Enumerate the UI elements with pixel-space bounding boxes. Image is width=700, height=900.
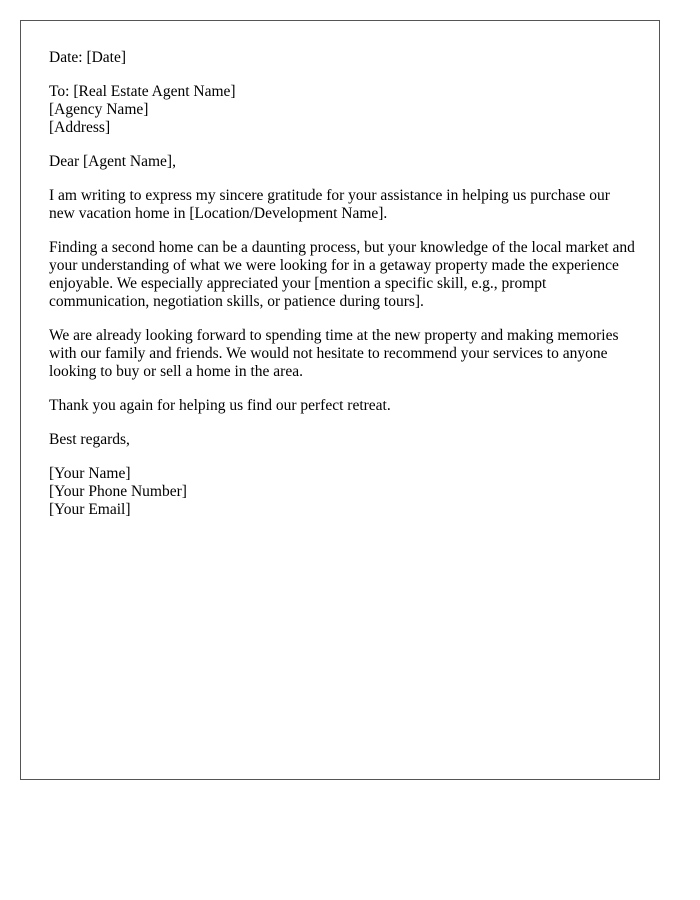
letter-page: [20, 20, 660, 780]
signature-block: [49, 465, 639, 519]
recipient-name: To: [Real Estate Agent Name]: [49, 83, 236, 100]
signature-name: [Your Name]: [49, 465, 131, 482]
recipient-block: [49, 83, 639, 137]
letter-date: Date: [Date]: [49, 49, 127, 66]
body-paragraph-4: Thank you again for helping us find our perfect retreat.: [49, 397, 391, 414]
closing: Best regards,: [49, 431, 130, 448]
signature-email: [Your Email]: [49, 501, 131, 518]
recipient-agency: [Agency Name]: [49, 101, 149, 118]
body-paragraph-2: Finding a second home can be a daunting process, but your knowledge of the local market and your understanding of what we were looking for in a getaway property made the experience enjoyable. We especially appreciated your [mention a specific skill, e.g., prompt communication, negotiation skills, or patience during tours].: [49, 239, 635, 310]
recipient-address: [Address]: [49, 119, 111, 136]
body-paragraph-3: We are already looking forward to spending time at the new property and making memories with our family and friends. We would not hesitate to recommend your services to anyone looking to buy or sell a home in the area.: [49, 327, 619, 380]
letter-body: [49, 49, 639, 535]
salutation: Dear [Agent Name],: [49, 153, 176, 170]
body-paragraph-1: I am writing to express my sincere gratitude for your assistance in helping us purchase our new vacation home in [Location/Development Name].: [49, 187, 610, 222]
signature-phone: [Your Phone Number]: [49, 483, 187, 500]
